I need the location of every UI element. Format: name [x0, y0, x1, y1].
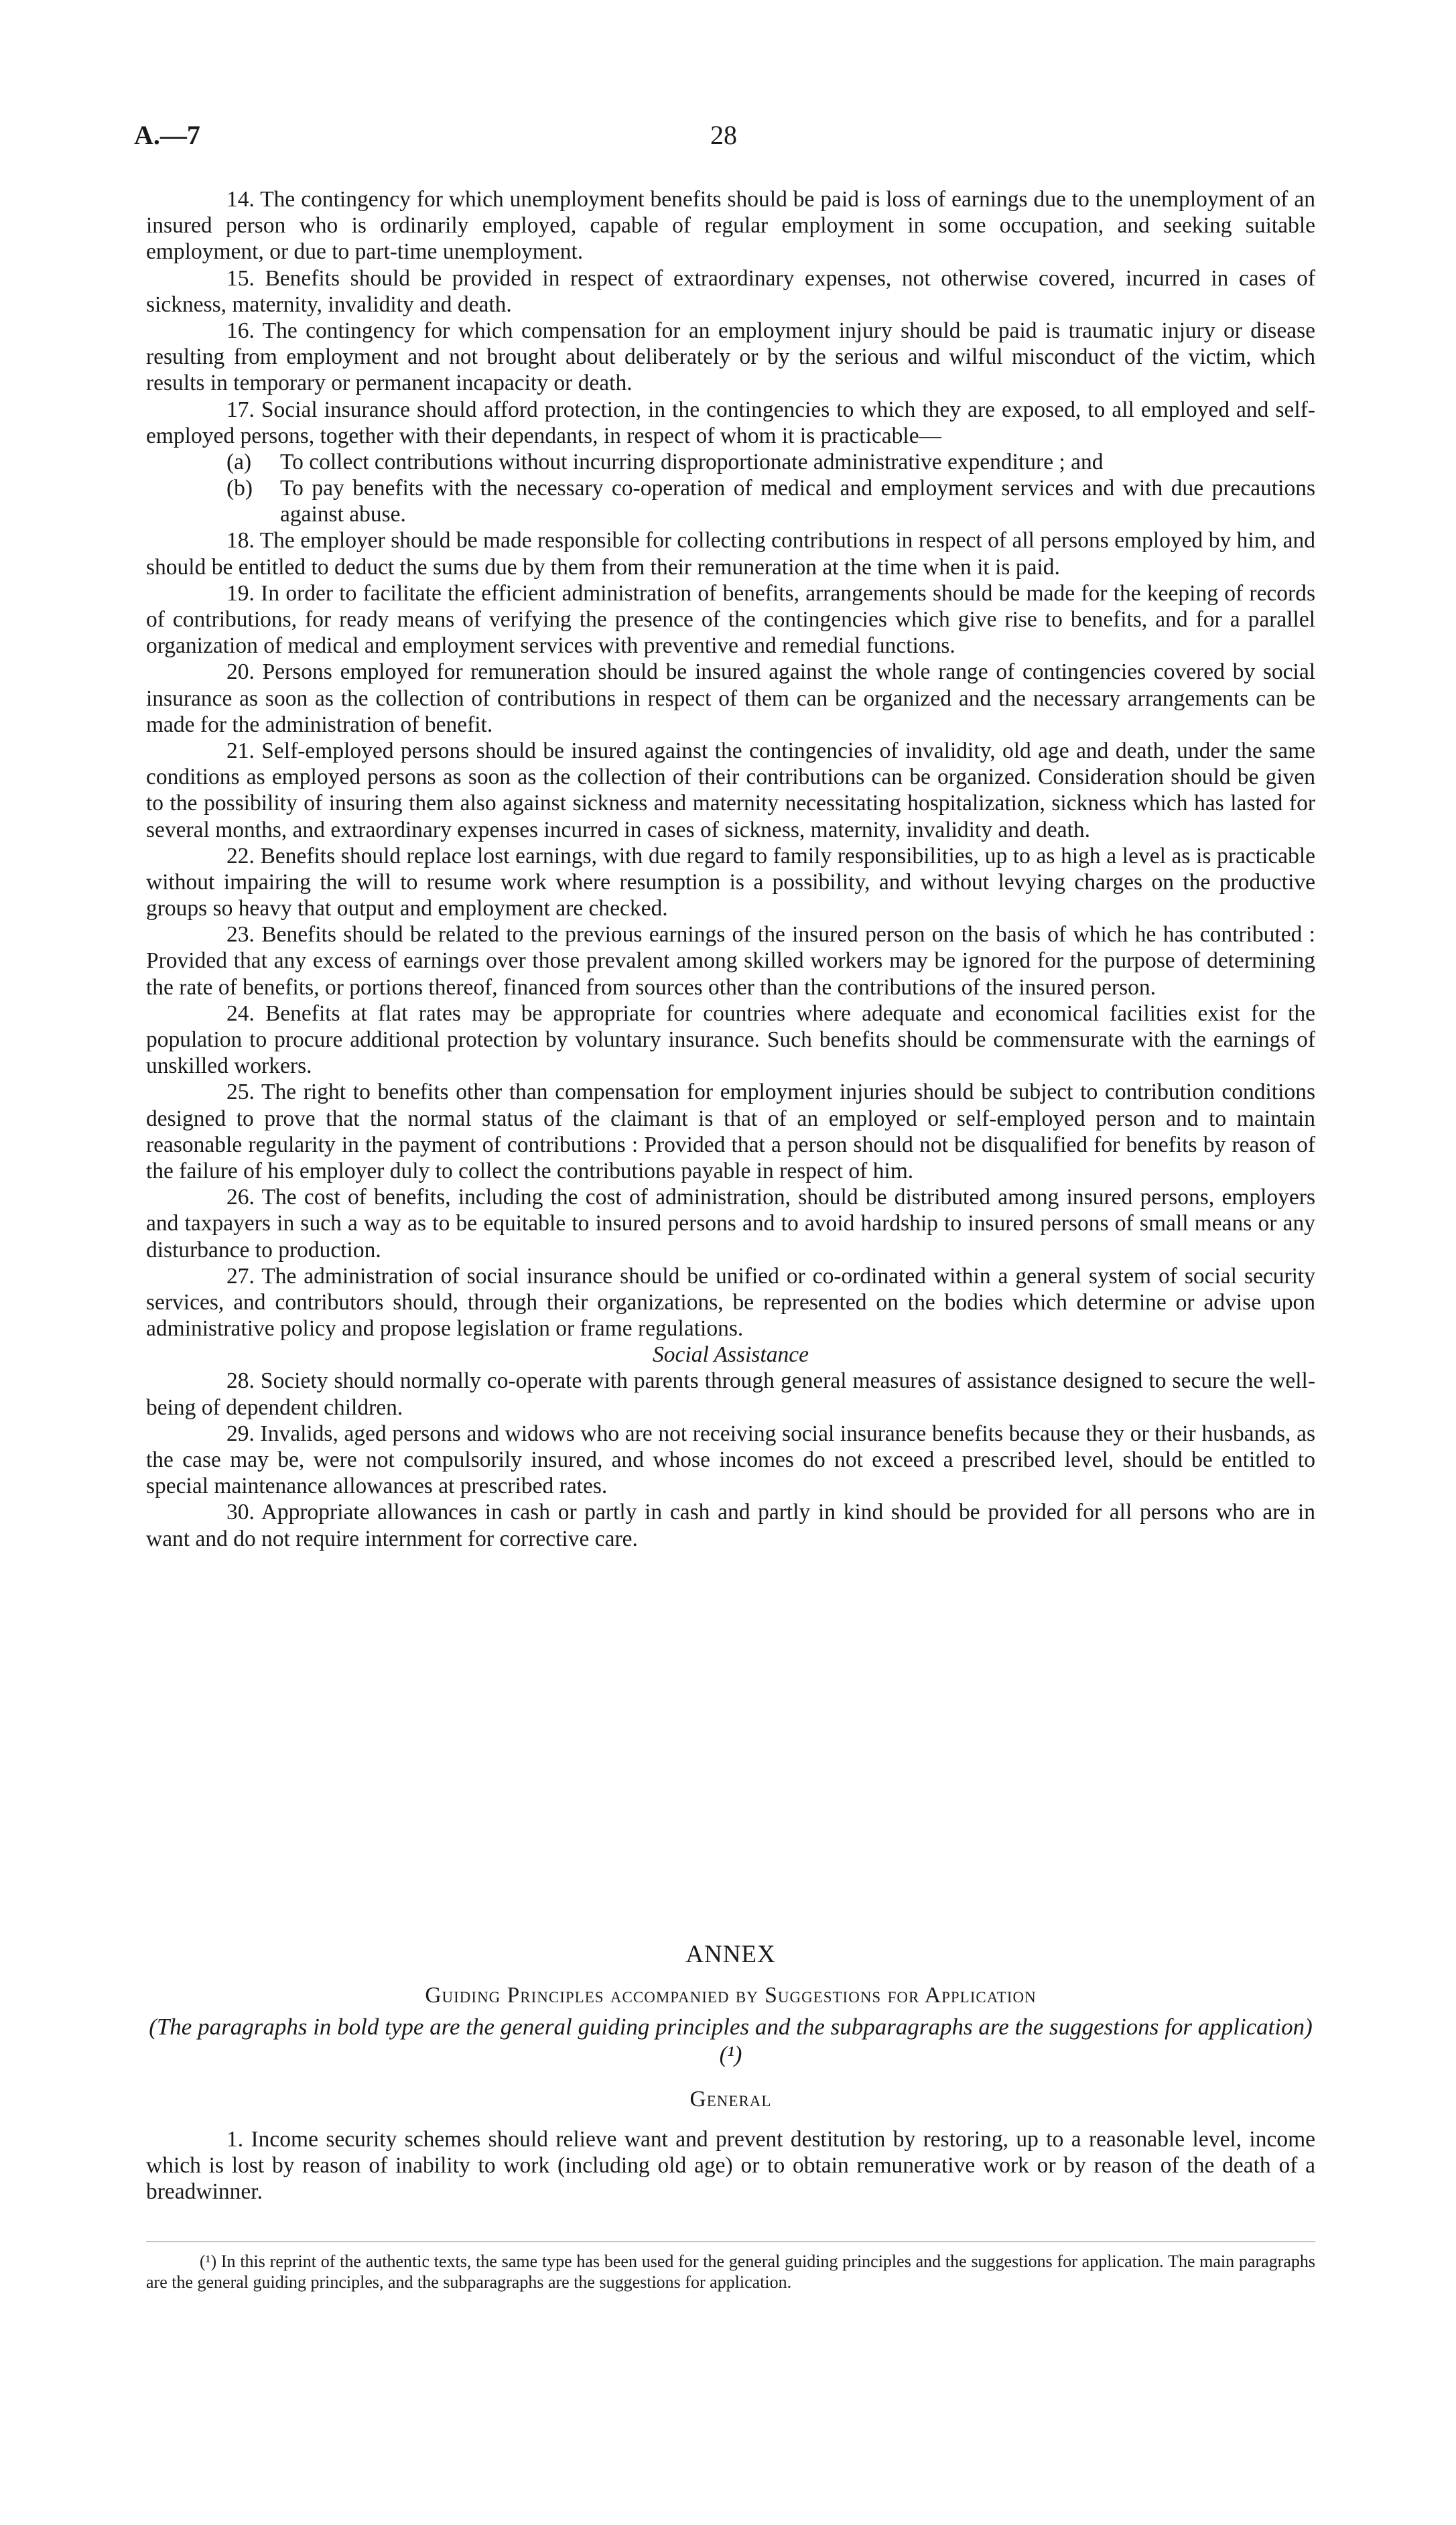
paragraph-14: 14. The contingency for which unemployment benefits should be paid is loss of earnings due to the unemployment of an insured person who is ordinarily employed, capable of regular employment in some occupation, and seeking suitable employment, or due to part-time unemployment.	[146, 187, 1315, 265]
footnote	[146, 2252, 1315, 2292]
paragraph-24: 24. Benefits at flat rates may be appropriate for countries where adequate and economical facilities exist for the population to procure additional protection by voluntary insurance. Such benefits should be commensurate with the earnings of unskilled workers.	[146, 1000, 1315, 1079]
paragraph-18: 18. The employer should be made responsible for collecting contributions in respect of all persons employed by him, and should be entitled to deduct the sums due by them from their remuneration at the time when it is paid.	[146, 528, 1315, 580]
annex-subtitle: Guiding Principles accompanied by Suggestions for Application	[425, 1983, 1037, 2008]
document-reference: A.—7	[134, 120, 200, 150]
paragraph-25: 25. The right to benefits other than compensation for employment injuries should be subject to contribution conditions designed to prove that the normal status of the claimant is that of an employed or self-employed person and to maintain reasonable regularity in the payment of contributions : Provided that a person should not be disqualified for benefits by reason of the failure of his employer duly to collect the contributions payable in respect of him.	[146, 1080, 1315, 1183]
page-header	[134, 119, 1313, 159]
annex-title: ANNEX	[685, 1941, 776, 1968]
page-number: 28	[710, 120, 737, 150]
subparagraph-label: (b)	[226, 476, 253, 501]
paragraph-15: 15. Benefits should be provided in respect of extraordinary expenses, not otherwise covered, incurred in cases of sickness, maternity, invalidity and death.	[146, 265, 1315, 317]
paragraph-23: 23. Benefits should be related to the previous earnings of the insured person on the basis of which he has contributed : Provided that any excess of earnings over those prevalent among skilled workers may be ignored for the purpose of determining the rate of benefits, or portions thereof, financed from sources other than the contributions of the insured person.	[146, 922, 1315, 1000]
paragraph-17b	[146, 475, 1315, 527]
paragraph-28: 28. Society should normally co-operate with parents through general measures of assistance designed to secure the well-being of dependent children.	[146, 1368, 1315, 1420]
paragraph-29: 29. Invalids, aged persons and widows who are not receiving social insurance benefits because they or their husbands, as the case may be, were not compulsorily insured, and whose incomes do not exceed a prescribed level, should be entitled to special maintenance allowances at prescribed rates.	[146, 1421, 1315, 1499]
general-heading: General	[689, 2087, 772, 2112]
paragraph-22: 22. Benefits should replace lost earnings, with due regard to family responsibilities, up to as high a level as is practicable without impairing the will to resume work where resumption is a possibility, and without levying charges on the productive groups so heavy that output and employment are checked.	[146, 843, 1315, 921]
subparagraph-text: To pay benefits with the necessary co-operation of medical and employment services and with due precautions against abuse.	[280, 476, 1315, 527]
footnote-text: (¹) In this reprint of the authentic texts, the same type has been used for the general guiding principles and the suggestions for application. The main paragraphs are the general guiding principles, and the subparagraphs are the suggestions for application.	[146, 2252, 1315, 2292]
annex-section	[146, 1940, 1315, 2205]
subparagraph-label: (a)	[226, 449, 252, 474]
paragraph-21: 21. Self-employed persons should be insured against the contingencies of invalidity, old age and death, under the same conditions as employed persons as soon as the collection of their contributions can be organized. Consideration should be given to the possibility of insuring them also against sickness and maternity necessitating hospitalization, sickness which has lasted for several months, and extraordinary expenses incurred in cases of sickness, maternity, invalidity and death.	[146, 738, 1315, 842]
annex-paragraph-1: 1. Income security schemes should relieve want and prevent destitution by restoring, up to a reasonable level, income which is lost by reason of inability to work (including old age) or to obtain remunerative work or by reason of the death of a breadwinner.	[146, 2126, 1315, 2204]
paragraph-26: 26. The cost of benefits, including the cost of administration, should be distributed among insured persons, employers and taxpayers in such a way as to be equitable to insured persons and to avoid hardship to insured persons of small means or any disturbance to production.	[146, 1185, 1315, 1262]
paragraph-27: 27. The administration of social insurance should be unified or co-ordinated within a general system of social security services, and contributors should, through their organizations, be represented on the bodies which determine or advise upon administrative policy and propose legislation or frame regulations.	[146, 1263, 1315, 1342]
paragraph-19: 19. In order to facilitate the efficient administration of benefits, arrangements should be made for the keeping of records of contributions, for ready means of verifying the presence of the contingencies which give rise to benefits, and for a parallel organization of medical and employment services with preventive and remedial functions.	[146, 580, 1315, 659]
paragraph-16: 16. The contingency for which compensation for an employment injury should be paid is traumatic injury or disease resulting from employment and not brought about deliberately or by the serious and wilful misconduct of the victim, which results in temporary or permanent incapacity or death.	[146, 318, 1315, 396]
paragraph-17: 17. Social insurance should afford protection, in the contingencies to which they are exposed, to all employed and self-employed persons, together with their dependants, in respect of whom it is practicable—	[146, 397, 1315, 448]
section-heading-social-assistance: Social Assistance	[653, 1342, 809, 1368]
main-text	[146, 186, 1315, 1552]
paragraph-20: 20. Persons employed for remuneration should be insured against the whole range of contingencies covered by social insurance as soon as the collection of contributions in respect of them can be organized and the necessary arrangements can be made for the administration of benefit.	[146, 659, 1315, 737]
subparagraph-text: To collect contributions without incurring disproportionate administrative expenditure ; and	[280, 449, 1104, 474]
annex-note: (The paragraphs in bold type are the general guiding principles and the subparagraphs are the suggestions for application)(¹)	[149, 2014, 1313, 2068]
paragraph-30: 30. Appropriate allowances in cash or partly in cash and partly in kind should be provided for all persons who are in want and do not require internment for corrective care.	[146, 1500, 1315, 1551]
paragraph-17a	[146, 449, 1315, 475]
